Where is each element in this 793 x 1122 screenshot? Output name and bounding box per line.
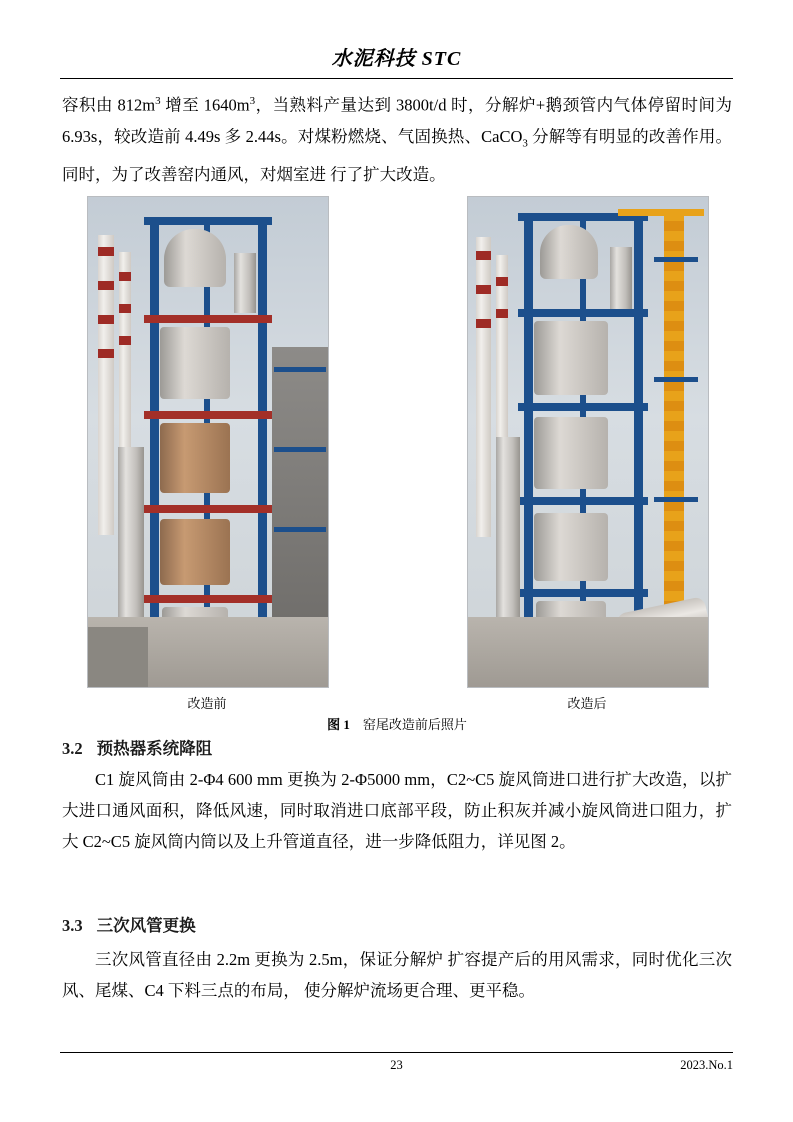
para1-seg1: 容积由 812m [62,95,156,115]
chimney-band [119,336,131,345]
crane-tie [654,377,698,382]
tower-beam [144,217,272,225]
chimney-band [98,247,114,256]
tower-beam [518,403,648,411]
tower-column [150,219,159,649]
chimney-band [476,319,491,328]
figure-1-caption [62,714,732,733]
section-3-2-body [62,764,732,857]
section-3-2-number: 3.2 [62,739,83,758]
adjacent-building [272,347,328,647]
figure-1-title: 窑尾改造前后照片 [362,717,467,732]
chimney-band [119,304,131,313]
issue-label: 2023.No.1 [680,1058,733,1072]
para1-sub1: 3 [522,136,528,149]
section-3-3-heading [62,912,196,936]
figure-item-before [87,196,327,712]
tower-beam-red [144,411,272,419]
figure-item-after [467,196,707,712]
tower-beam-red [144,505,272,513]
chimney-band [496,277,508,286]
cyclone-c2-new [534,321,608,395]
tower-crane-mast [664,211,684,655]
tower-beam [518,589,648,597]
cyclone-c1-new [540,225,598,279]
page-number: 23 [390,1058,403,1072]
chimney-band [98,349,114,358]
cyclone-c3 [160,423,230,493]
photo-before-retrofit [87,196,329,688]
chimney-band [476,285,491,294]
building-beam [274,447,326,452]
chimney-left [98,235,114,535]
footer-divider [60,1052,733,1053]
crane-tie [654,257,698,262]
chimney-band [476,251,491,260]
tower-column [258,219,267,649]
photo-ground [468,617,708,687]
cyclone-c3-new [534,417,608,489]
cyclone-c4-new [534,513,608,581]
figure-caption-after: 改造后 [567,696,607,711]
journal-title: 水泥科技 STC [331,48,462,70]
upper-duct [234,253,256,313]
crane-tie [654,497,698,502]
cyclone-c4 [160,519,230,585]
para1-sup2: 3 [249,95,256,107]
section-3-3-body [62,944,732,1006]
opening-paragraph [62,86,732,190]
page-header [60,42,733,71]
para1-seg4: 分解等有明显的改善作用。同时，为了改善窑内通风，对烟室进 行了扩大改造。 [62,126,733,184]
ground-shed [88,627,148,687]
figure-1-block [62,196,732,733]
upper-duct [610,247,632,309]
chimney-band [98,281,114,290]
figure-row [87,196,707,712]
tower-beam [518,309,648,317]
cyclone-c1 [164,229,226,287]
chimney-band [496,309,508,318]
section-3-2-paragraph: C1 旋风筒由 2-Φ4 600 mm 更换为 2-Φ5000 mm，C2~C5 旋风筒进口进行扩大改造，以扩大进口通风面积，降低风速，同时取消进口底部平段，防止积灰并减小旋风筒进口阻力，扩大 C2~C5 旋风筒内筒以及上升管道直径，进一步降低阻力，详见图 2。 [62,770,732,851]
tower-beam-red [144,315,272,323]
chimney-left [476,237,491,537]
tower-beam [518,497,648,505]
opening-paragraph-block [62,86,732,190]
section-3-3-title: 三次风管更换 [96,916,196,935]
section-3-2-heading [62,735,212,759]
chimney-band [119,272,131,281]
para1-seg3: ，当熟料产量达到 3800t/d 时，分解炉+鹅颈管内气体停留时间为 6.93s，较改造前 4.49s 多 2.44s。对煤粉燃烧、气固换热、CaCO [62,95,732,146]
building-beam [274,367,326,372]
building-beam [274,527,326,532]
tower-crane-jib [618,209,704,216]
section-3-2-title: 预热器系统降阻 [96,739,213,758]
tower-beam-red [144,595,272,603]
cyclone-c2 [160,327,230,399]
photo-after-retrofit [467,196,709,688]
section-3-3-number: 3.3 [62,916,83,935]
para1-sup1: 3 [155,95,161,107]
chimney-band [98,315,114,324]
header-divider [60,78,733,79]
figure-caption-before: 改造前 [187,696,227,711]
para1-seg2: 增至 1640m [160,95,250,115]
section-3-3-paragraph: 三次风管直径由 2.2m 更换为 2.5m，保证分解炉 扩容提产后的用风需求，同时优化三次风、尾煤、C4 下料三点的布局， 使分解炉流场更合理、更平稳。 [62,950,732,1000]
figure-1-number: 图 1 [327,717,350,732]
